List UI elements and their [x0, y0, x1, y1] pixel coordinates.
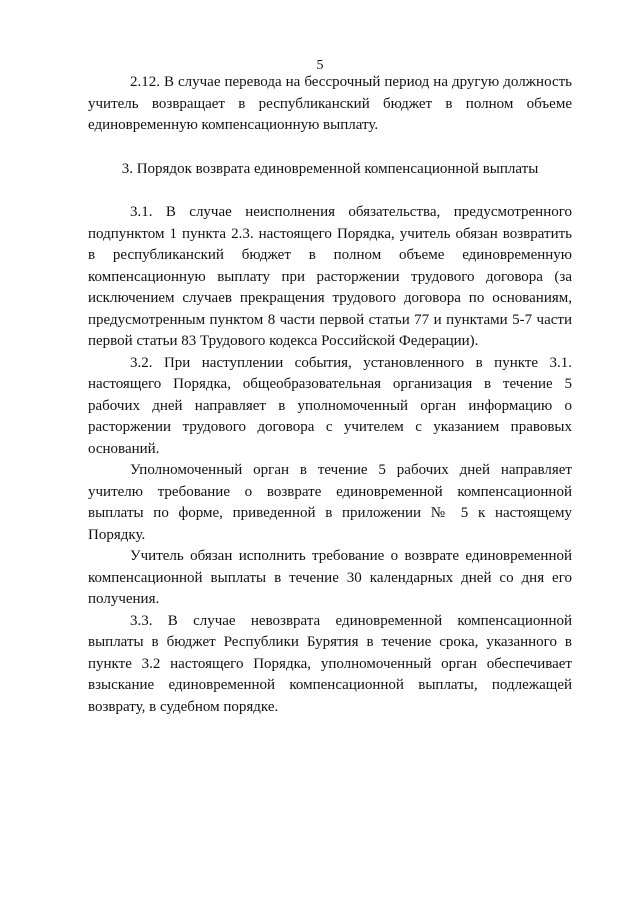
document-body [88, 72, 572, 718]
page-number: 5 [316, 58, 324, 73]
paragraph-3-2: 3.2. При наступлении события, установленного в пункте 3.1. настоящего Порядка, общеобразовательная организация в течение 5 рабочих дней направляет в уполномоченный орган информацию о расторжении трудового договора с учителем с указанием правовых оснований. [88, 354, 572, 457]
section-heading-3: 3. Порядок возврата единовременной компенсационной выплаты [121, 160, 539, 177]
paragraph-3-2-obligation: Учитель обязан исполнить требование о возврате единовременной компенсационной выплаты в течение 30 календарных дней со дня его получения. [88, 548, 572, 607]
paragraph-3-3: 3.3. В случае невозврата единовременной компенсационной выплаты в бюджет Республики Бурятия в течение срока, указанного в пункте 3.2 настоящего Порядка, уполномоченный орган обеспечивает взыскание единовременной компенсационной выплаты, подлежащей возврату, в судебном порядке. [88, 612, 572, 715]
paragraph-2-12: 2.12. В случае перевода на бессрочный период на другую должность учитель возвращает в республиканский бюджет в полном объеме единовременную компенсационную выплату. [88, 74, 572, 133]
paragraph-3-1: 3.1. В случае неисполнения обязательства, предусмотренного подпунктом 1 пункта 2.3. настоящего Порядка, учитель обязан возвратить в республиканский бюджет в полном объеме единовременную компенсационную выплату при расторжении трудового договора (за исключением случаев прекращения трудового договора по основаниям, предусмотренным пунктом 8 части первой статьи 77 и пунктами 5-7 части первой статьи 83 Трудового кодекса Российской Федерации). [88, 204, 572, 349]
paragraph-3-2-notice: Уполномоченный орган в течение 5 рабочих дней направляет учителю требование о возврате единовременной компенсационной выплаты по форме, приведенной в приложении № 5 к настоящему Порядку. [88, 462, 572, 543]
